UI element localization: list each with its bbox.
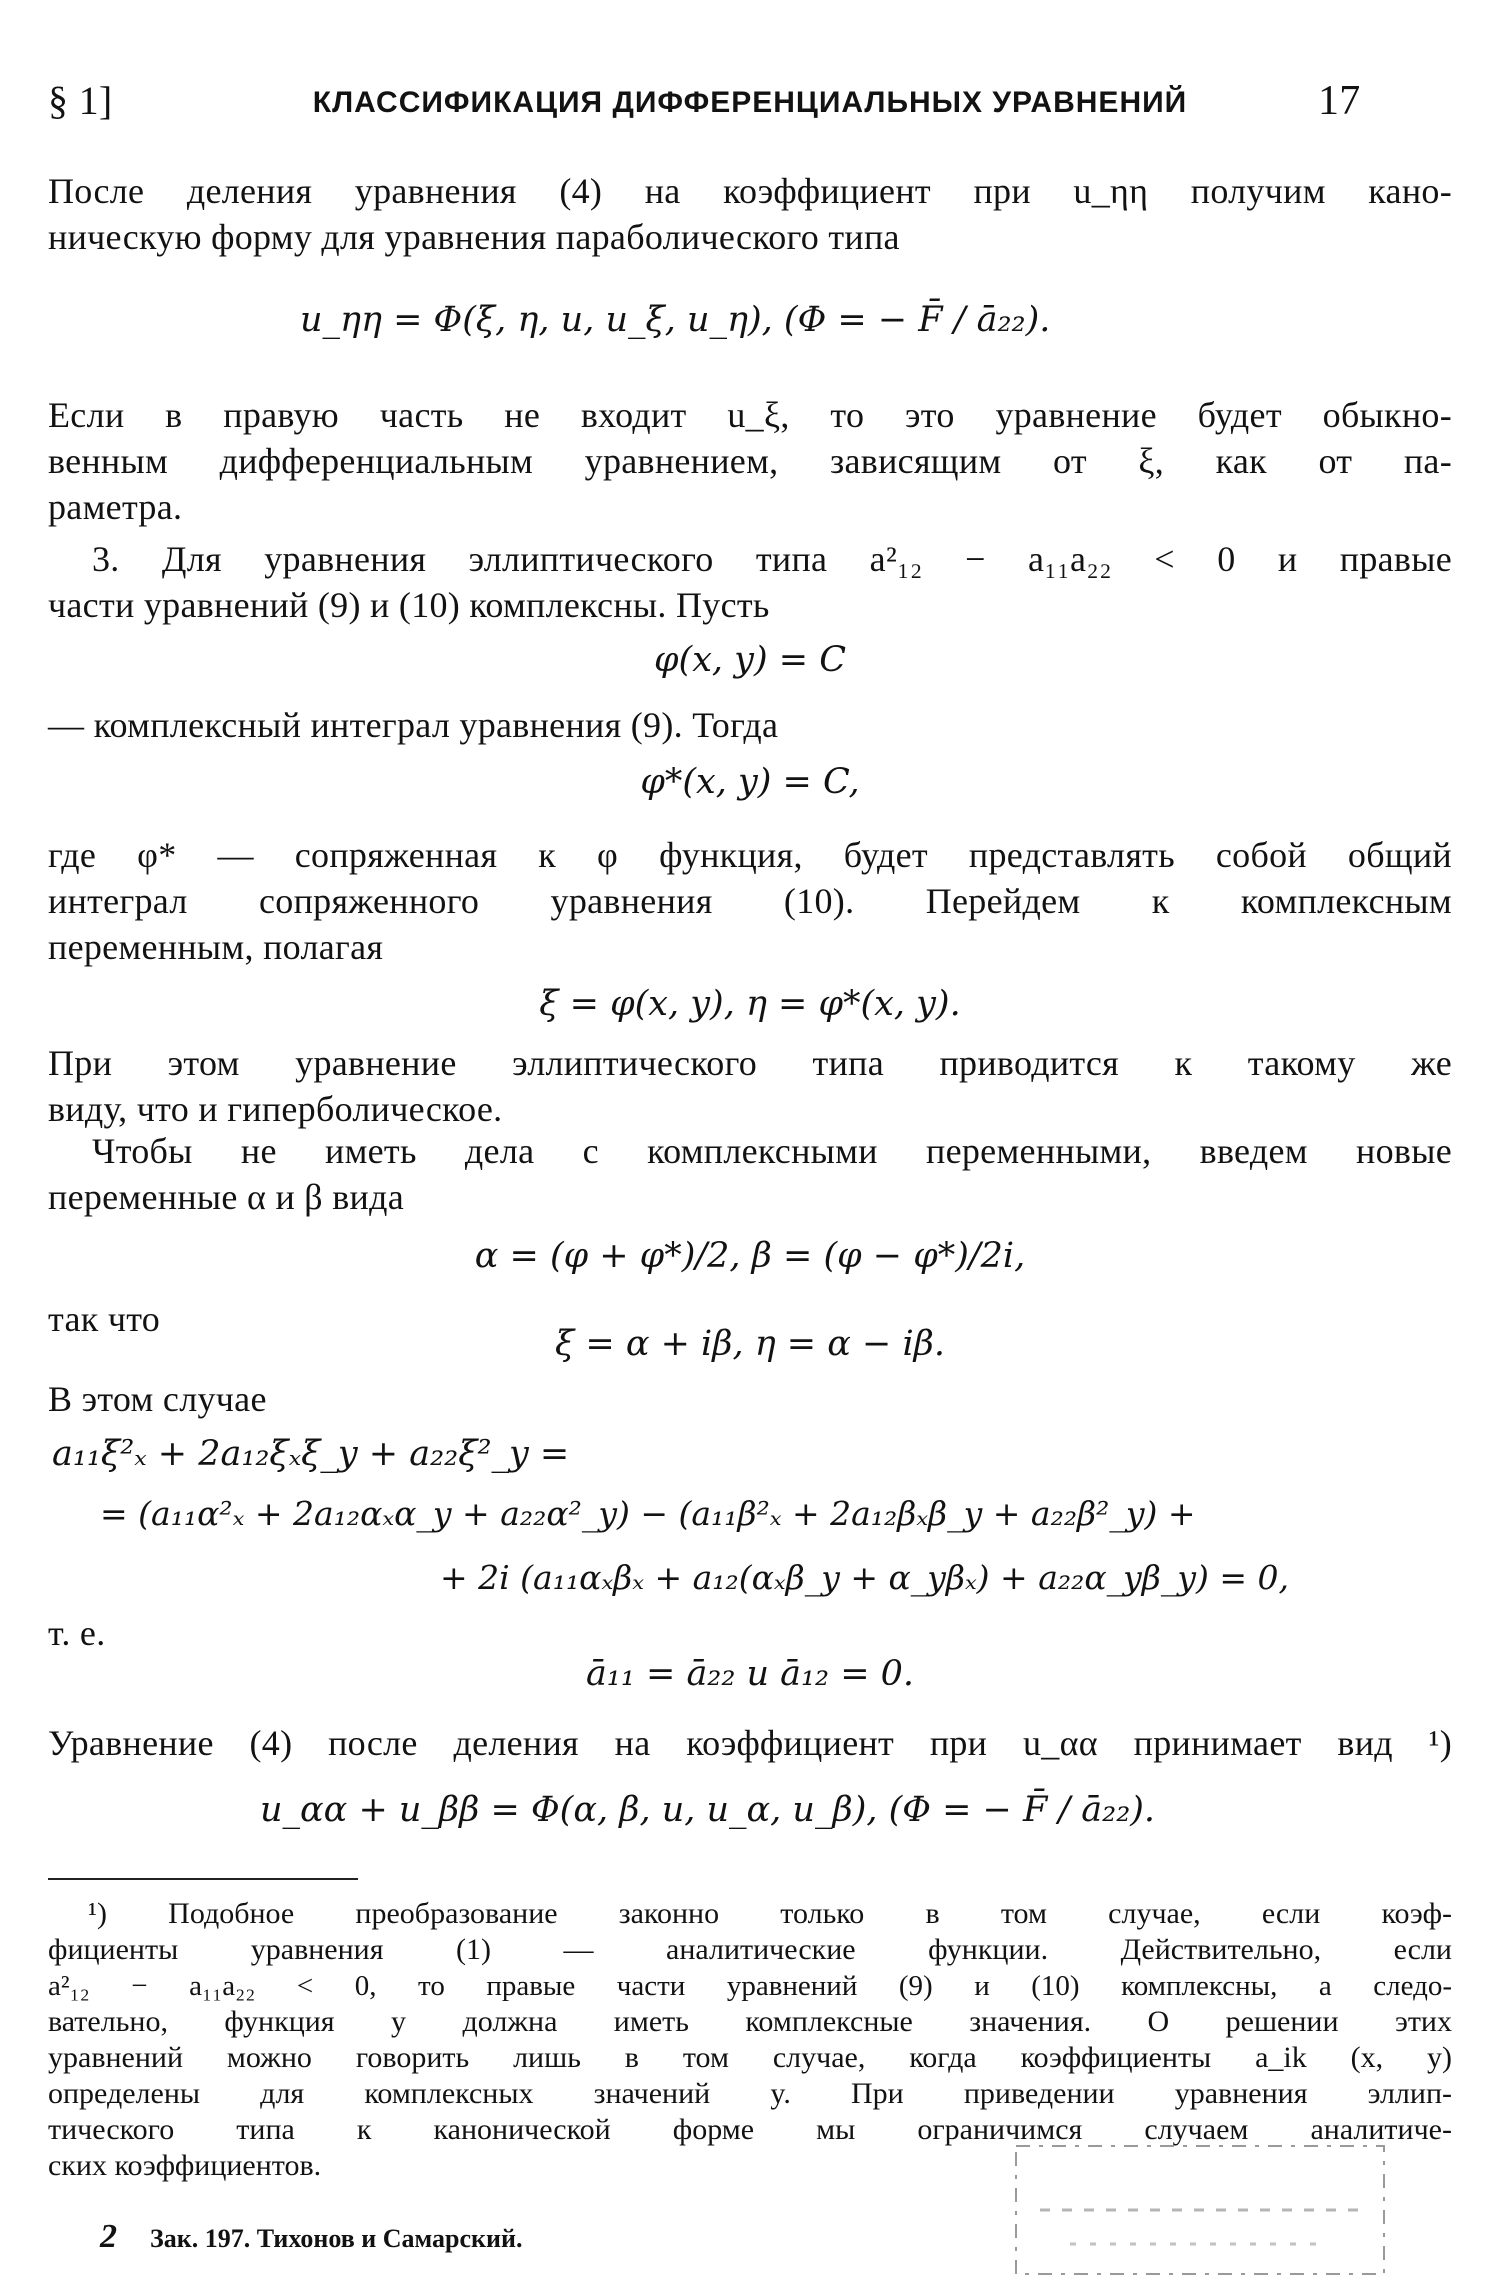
p7-line2: переменные α и β вида xyxy=(48,1177,404,1217)
p11-line1: Уравнение (4) после деления на коэффициент при u_αα принимает вид ¹) xyxy=(48,1723,1452,1763)
library-stamp xyxy=(1010,2140,1390,2280)
footnote-line5: уравнений можно говорить лишь в том случае, когда коэффициенты a_ik (x, y) xyxy=(48,2041,1452,2074)
equation-complex-integral: φ(x, y) = C xyxy=(654,640,846,680)
section-marker: § 1] xyxy=(48,78,113,123)
footnote-line6: определены для комплексных значений y. При приведении уравнения эллип- xyxy=(48,2077,1452,2110)
equation-elliptic-canonical: u_αα + u_ββ = Φ(α, β, u, u_α, u_β), (Φ = − F̄ / ā₂₂). xyxy=(260,1790,1156,1830)
p4-line1: — комплексный интеграл уравнения (9). Тогда xyxy=(48,705,779,745)
p5-line3: переменным, полагая xyxy=(48,927,384,967)
equation-conjugate-integral: φ*(x, y) = C, xyxy=(640,762,860,802)
footnote-line1: ¹) Подобное преобразование законно только в том случае, если коэф- xyxy=(88,1897,1452,1930)
footnote-line2: фициенты уравнения (1) — аналитические функции. Действительно, если xyxy=(48,1933,1452,1966)
p1-line1: После деления уравнения (4) на коэффициент при u_ηη получим кано- xyxy=(48,171,1452,211)
p2-line3: раметра. xyxy=(48,487,183,527)
signature-number: 2 xyxy=(100,2218,117,2255)
p7-line1: Чтобы не иметь дела с комплексными переменными, введем новые xyxy=(92,1131,1452,1171)
equation-parabolic-canonical: u_ηη = Φ(ξ, η, u, u_ξ, u_η), (Φ = − F̄ / ā₂₂). xyxy=(300,300,1051,340)
signature-text: Зак. 197. Тихонов и Самарский. xyxy=(150,2224,523,2253)
p1-line2: ническую форму для уравнения параболического типа xyxy=(48,217,900,257)
p5-line1: где φ* — сопряженная к φ функция, будет представлять собой общий xyxy=(48,835,1452,875)
footnote-line3: a²₁₂ − a₁₁a₂₂ < 0, то правые части уравнений (9) и (10) комплексны, а следо- xyxy=(48,1970,1452,2002)
footnote-line7: тического типа к канонической форме мы ограничимся случаем аналитиче- xyxy=(48,2113,1452,2146)
footnote-line8: ских коэффициентов. xyxy=(48,2149,322,2182)
equation-xi-eta: ξ = α + iβ, η = α − iβ. xyxy=(554,1324,946,1364)
p9-in-this-case: В этом случае xyxy=(48,1379,267,1419)
p10-ie: т. е. xyxy=(48,1613,106,1653)
equation-expansion-line1: a₁₁ξ²ₓ + 2a₁₂ξₓξ_y + a₂₂ξ²_y = xyxy=(52,1434,570,1474)
p2-line1: Если в правую часть не входит u_ξ, то это уравнение будет обыкно- xyxy=(48,395,1452,435)
page-number: 17 xyxy=(1318,78,1361,124)
p6-line2: виду, что и гиперболическое. xyxy=(48,1089,503,1129)
p2-line2: венным дифференциальным уравнением, зависящим от ξ, как от па- xyxy=(48,441,1452,481)
equation-alpha-beta: α = (φ + φ*)/2, β = (φ − φ*)/2i, xyxy=(474,1236,1026,1276)
equation-expansion-line2: = (a₁₁α²ₓ + 2a₁₂αₓα_y + a₂₂α²_y) − (a₁₁β²ₓ + 2a₁₂βₓβ_y + a₂₂β²_y) + xyxy=(100,1494,1196,1533)
equation-coefficients: ā₁₁ = ā₂₂ и ā₁₂ = 0. xyxy=(585,1654,915,1694)
footnote-line4: вательно, функция y должна иметь комплексные значения. О решении этих xyxy=(48,2005,1452,2038)
p8-so-that: так что xyxy=(48,1299,161,1339)
equation-substitution: ξ = φ(x, y), η = φ*(x, y). xyxy=(539,984,961,1024)
equation-expansion-line3: + 2i (a₁₁αₓβₓ + a₁₂(αₓβ_y + α_yβₓ) + a₂₂α_yβ_y) = 0, xyxy=(440,1558,1289,1597)
p6-line1: При этом уравнение эллиптического типа приводится к такому же xyxy=(48,1043,1452,1083)
p5-line2: интеграл сопряженного уравнения (10). Перейдем к комплексным xyxy=(48,881,1452,921)
p3-line1: 3. Для уравнения эллиптического типа a²₁₂ − a₁₁a₂₂ < 0 и правые xyxy=(92,539,1452,579)
running-title: КЛАССИФИКАЦИЯ ДИФФЕРЕНЦИАЛЬНЫХ УРАВНЕНИЙ xyxy=(312,86,1188,119)
p3-line2: части уравнений (9) и (10) комплексны. Пусть xyxy=(48,585,770,625)
footnote-rule xyxy=(48,1878,358,1880)
